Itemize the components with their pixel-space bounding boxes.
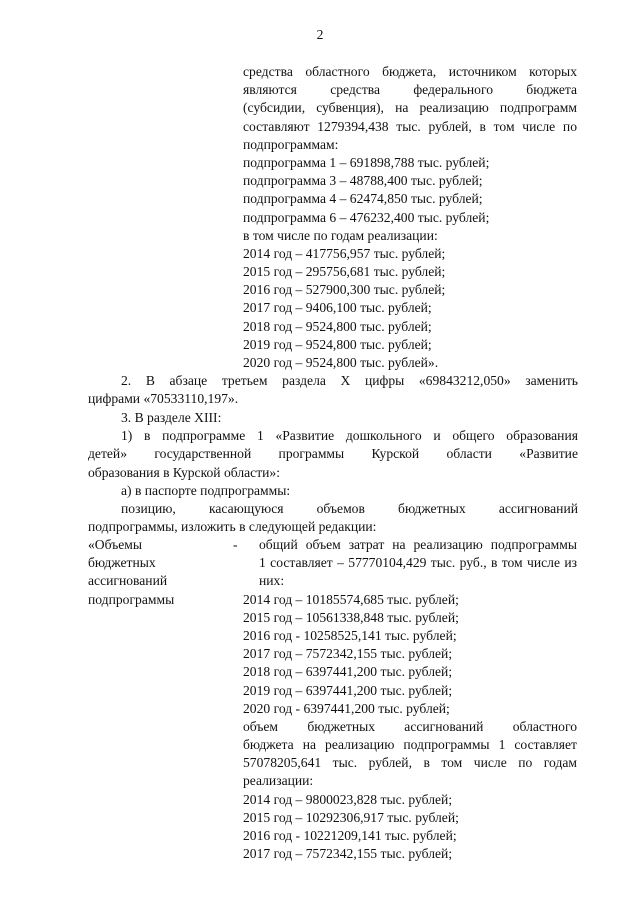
item-2-paragraph — [88, 372, 578, 408]
text-line: 2019 год – 9524,800 тыс. рублей; — [243, 336, 432, 352]
text-line: 2015 год – 10561338,848 тыс. рублей; — [243, 609, 459, 625]
text-line: (субсидии, субвенция), на реализацию подпрограмм — [243, 100, 577, 116]
text-line: 2016 год - 10258525,141 тыс. рублей; — [243, 627, 457, 643]
text-line: подпрограмма 4 – 62474,850 тыс. рублей; — [243, 191, 483, 207]
text-line: 2017 год – 7572342,155 тыс. рублей; — [243, 646, 453, 662]
table-label-line: «Объемы — [88, 537, 142, 552]
text-line: 2. В абзаце третьем раздела X цифры «69843212,050» заменить — [121, 373, 578, 388]
table-label-line: бюджетных — [88, 555, 156, 571]
text-line: общий объем затрат на реализацию подпрограммы — [259, 537, 577, 552]
text-line: средства областного бюджета, источником которых — [243, 64, 577, 79]
text-line: 2014 год – 417756,957 тыс. рублей; — [243, 245, 446, 261]
item-3-section — [88, 409, 578, 536]
table-dash: - — [233, 537, 238, 552]
text-line: 2020 год – 9524,800 тыс. рублей». — [243, 355, 439, 370]
text-line: 2019 год – 6397441,200 тыс. рублей; — [243, 682, 453, 698]
table-content-column — [243, 536, 577, 863]
text-line: цифрами «70533110,197». — [88, 391, 239, 407]
text-line: объем бюджетных ассигнований областного — [243, 718, 577, 734]
text-line: в том числе по годам реализации: — [243, 227, 438, 243]
text-line: а) в паспорте подпрограммы: — [121, 482, 291, 498]
text-line: подпрограммы, изложить в следующей редакции: — [88, 519, 377, 535]
text-line: 2014 год – 9800023,828 тыс. рублей; — [243, 791, 453, 807]
table-label-column — [88, 536, 228, 609]
text-line: подпрограмма 3 – 48788,400 тыс. рублей; — [243, 173, 483, 189]
text-line: 2015 год – 10292306,917 тыс. рублей; — [243, 809, 459, 825]
text-line: подпрограмма 1 – 691898,788 тыс. рублей; — [243, 154, 490, 170]
text-line: 2017 год – 9406,100 тыс. рублей; — [243, 300, 432, 316]
text-line: 2018 год – 6397441,200 тыс. рублей; — [243, 664, 453, 680]
text-line: составляют 1279394,438 тыс. рублей, в том числе по — [243, 118, 577, 134]
text-line: 2016 год – 527900,300 тыс. рублей; — [243, 282, 446, 298]
text-line: 57078205,641 тыс. рублей, в том числе по годам — [243, 755, 577, 771]
section-heading: 3. В разделе XIII: — [121, 410, 222, 425]
table-label-line: подпрограммы — [88, 591, 175, 607]
continued-budget-block — [243, 63, 577, 372]
text-line: позицию, касающуюся объемов бюджетных ассигнований — [121, 500, 578, 516]
table-label-line: ассигнований — [88, 573, 168, 589]
text-line: являются средства федерального бюджета — [243, 82, 577, 98]
text-line: 1) в подпрограмме 1 «Развитие дошкольного и общего образования — [121, 428, 578, 444]
text-line: 2014 год – 10185574,685 тыс. рублей; — [243, 591, 459, 607]
text-line: них: — [259, 573, 285, 589]
text-line: 1 составляет – 57770104,429 тыс. руб., в том числе из — [259, 555, 577, 571]
page-number: 2 — [316, 27, 324, 42]
text-line: бюджета на реализацию подпрограммы 1 составляет — [243, 737, 577, 753]
text-line: 2017 год – 7572342,155 тыс. рублей; — [243, 846, 453, 862]
text-line: 2015 год – 295756,681 тыс. рублей; — [243, 264, 446, 280]
text-line: детей» государственной программы Курской области «Развитие — [88, 446, 578, 462]
text-line: подпрограмма 6 – 476232,400 тыс. рублей; — [243, 209, 490, 225]
text-line: 2016 год - 10221209,141 тыс. рублей; — [243, 828, 457, 843]
text-line: реализации: — [243, 773, 314, 789]
text-line: подпрограммам: — [243, 136, 339, 152]
text-line: 2020 год - 6397441,200 тыс. рублей; — [243, 700, 450, 716]
text-line: образования в Курской области»: — [88, 464, 280, 480]
text-line: 2018 год – 9524,800 тыс. рублей; — [243, 318, 432, 334]
